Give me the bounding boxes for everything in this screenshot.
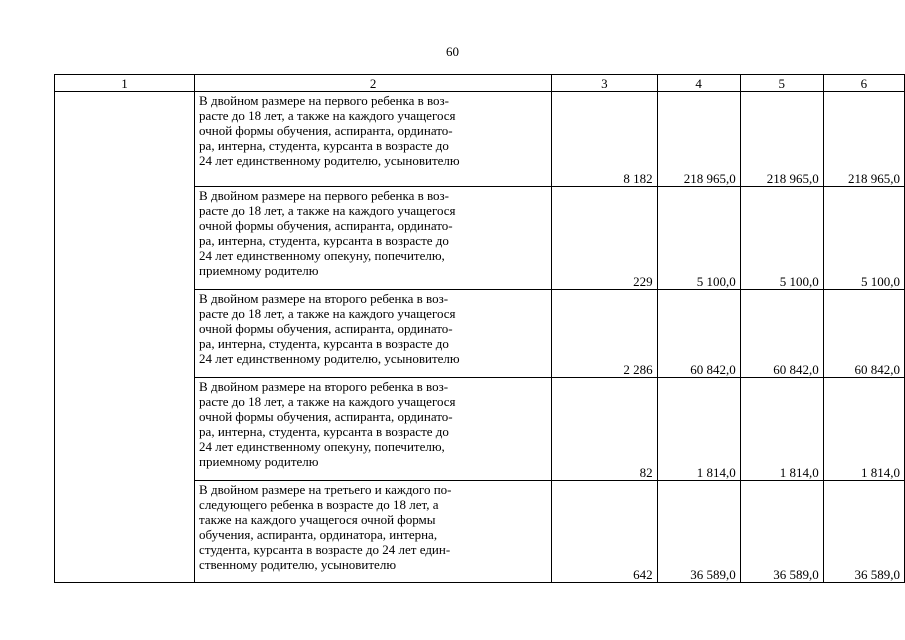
- data-table: [54, 74, 905, 583]
- row-value-5: 36 589,0: [740, 481, 823, 583]
- row-description: В двойном размере на второго ребенка в воз- расте до 18 лет, а также на каждого учащегося очной формы обучения, аспиранта, ординато- ра, интерна, студента, курсанта в возрасте до 24 лет единственному родителю, усыновителю: [195, 290, 552, 378]
- row-value-4: 218 965,0: [657, 92, 740, 187]
- row-value-6: 36 589,0: [823, 481, 904, 583]
- row-value-4: 36 589,0: [657, 481, 740, 583]
- column-header: 3: [552, 75, 657, 92]
- table-row: [55, 290, 905, 378]
- column-header: 6: [823, 75, 904, 92]
- row-cell-1: [55, 187, 195, 290]
- row-value-6: 60 842,0: [823, 290, 904, 378]
- column-header: 1: [55, 75, 195, 92]
- row-value-6: 1 814,0: [823, 378, 904, 481]
- row-value-3: 8 182: [552, 92, 657, 187]
- row-cell-1: [55, 92, 195, 187]
- column-header: 5: [740, 75, 823, 92]
- row-value-5: 218 965,0: [740, 92, 823, 187]
- row-value-5: 5 100,0: [740, 187, 823, 290]
- column-header: 2: [195, 75, 552, 92]
- row-value-4: 1 814,0: [657, 378, 740, 481]
- row-value-5: 1 814,0: [740, 378, 823, 481]
- row-value-3: 2 286: [552, 290, 657, 378]
- table-row: [55, 378, 905, 481]
- row-value-4: 5 100,0: [657, 187, 740, 290]
- row-value-6: 5 100,0: [823, 187, 904, 290]
- column-header: 4: [657, 75, 740, 92]
- row-cell-1: [55, 290, 195, 378]
- page-number: 60: [446, 44, 459, 59]
- row-value-6: 218 965,0: [823, 92, 904, 187]
- row-cell-1: [55, 378, 195, 481]
- row-description: В двойном размере на первого ребенка в воз- расте до 18 лет, а также на каждого учащегося очной формы обучения, аспиранта, ординато- ра, интерна, студента, курсанта в возрасте до 24 лет единственному родителю, усыновителю: [195, 92, 552, 187]
- row-value-3: 82: [552, 378, 657, 481]
- row-cell-1: [55, 481, 195, 583]
- table-row: [55, 187, 905, 290]
- row-description: В двойном размере на второго ребенка в воз- расте до 18 лет, а также на каждого учащегося очной формы обучения, аспиранта, ординато- ра, интерна, студента, курсанта в возрасте до 24 лет единственному опекуну, попечителю, приемному родителю: [195, 378, 552, 481]
- row-value-3: 229: [552, 187, 657, 290]
- row-value-5: 60 842,0: [740, 290, 823, 378]
- row-description: В двойном размере на первого ребенка в воз- расте до 18 лет, а также на каждого учащегося очной формы обучения, аспиранта, ординато- ра, интерна, студента, курсанта в возрасте до 24 лет единственному опекуну, попечителю, приемному родителю: [195, 187, 552, 290]
- table-row: [55, 481, 905, 583]
- header-row: [55, 75, 905, 92]
- row-description: В двойном размере на третьего и каждого по- следующего ребенка в возрасте до 18 лет, а также на каждого учащегося очной формы обучения, аспиранта, ординатора, интерна, студента, курсанта в возрасте до 24 лет един- ственному родителю, усыновителю: [195, 481, 552, 583]
- table-row: [55, 92, 905, 187]
- row-value-4: 60 842,0: [657, 290, 740, 378]
- row-value-3: 642: [552, 481, 657, 583]
